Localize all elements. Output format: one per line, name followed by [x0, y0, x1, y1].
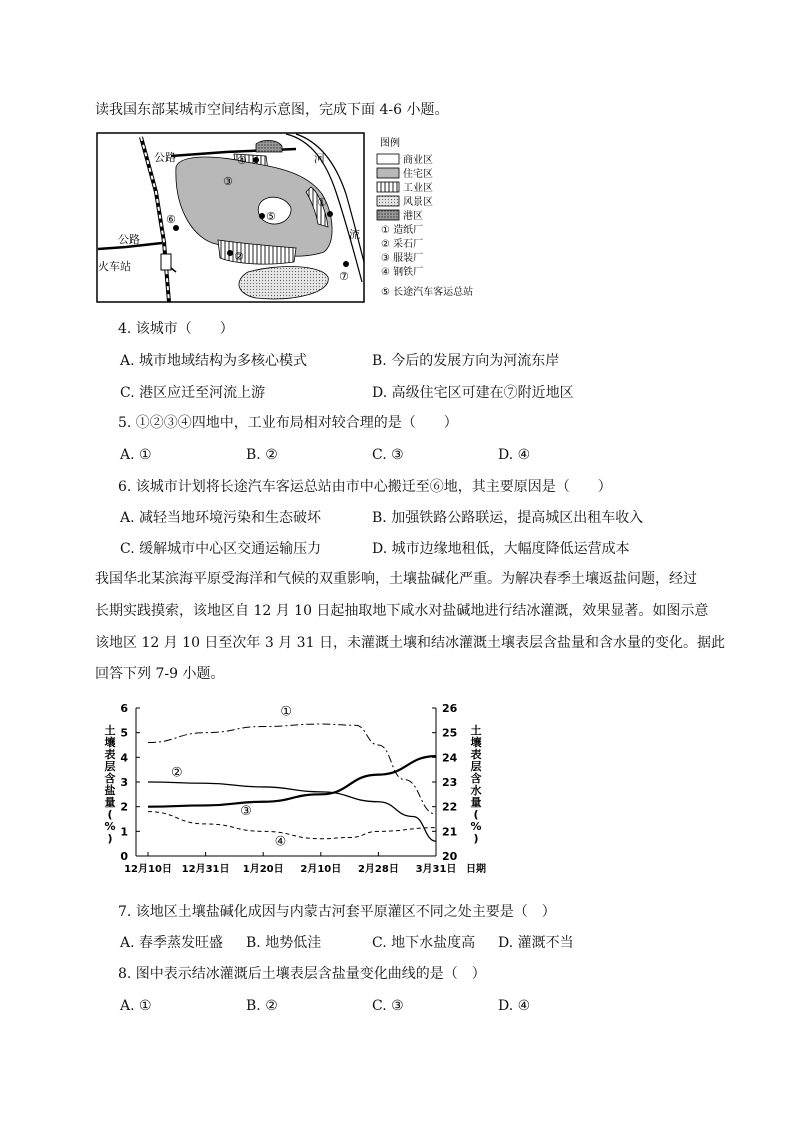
site-5-dot	[259, 213, 265, 219]
q7-option-d[interactable]: D. 灌溉不当	[498, 935, 574, 951]
y-tick-label-left: 3	[120, 776, 128, 789]
y-tick-label-left: 1	[120, 825, 128, 839]
site-1-dot	[327, 211, 333, 217]
salt-water-chart	[100, 700, 500, 880]
site-7-dot	[343, 261, 349, 267]
q5-option-b[interactable]: B. ②	[246, 447, 278, 463]
y-axis-title-right: 表	[470, 748, 482, 761]
y-axis-title-left: 盐	[104, 784, 116, 797]
x-tick-label: 2月28日	[357, 864, 399, 875]
label-road-top: 公路	[154, 151, 176, 164]
q6-option-c[interactable]: C. 缓解城市中心区交通运输压力	[120, 541, 322, 557]
y-axis-title-right: 含	[470, 772, 482, 785]
q4-stem: 4. 该城市（ ）	[118, 321, 234, 337]
y-tick-label-left: 0	[120, 850, 128, 863]
label-road-left: 公路	[118, 233, 140, 246]
label-river-2: 流	[349, 228, 360, 241]
legend-swatch-residential	[377, 168, 399, 178]
q6-option-d[interactable]: D. 城市边缘地租低，大幅度降低运营成本	[372, 541, 630, 557]
legend-industrial: 工业区	[403, 183, 433, 194]
y-axis-title-left: )	[107, 832, 113, 845]
y-axis-title-left: 含	[104, 772, 116, 785]
q8-option-c[interactable]: C. ③	[372, 998, 404, 1014]
q6-stem: 6. 该城市计划将长途汽车客运总站由市中心搬迁至⑥地，其主要原因是（ ）	[118, 479, 612, 495]
marker-3: ③	[223, 175, 233, 188]
y-tick-label-left: 6	[120, 702, 128, 715]
x-tick-label: 12月31日	[181, 864, 230, 875]
q7-option-b[interactable]: B. 地势低洼	[246, 935, 322, 951]
intro-text-2-line-4: 回答下列 7-9 小题。	[95, 666, 225, 682]
y-tick-label-left: 4	[120, 751, 128, 765]
y-axis-title-right: %	[470, 820, 482, 833]
q4-option-c[interactable]: C. 港区应迁至河流上游	[120, 385, 266, 401]
y-axis-title-right: 土	[470, 724, 482, 737]
q4-option-d[interactable]: D. 高级住宅区可建在⑦附近地区	[372, 385, 574, 401]
series-label-3: ③	[240, 803, 252, 819]
y-tick-label-left: 2	[120, 800, 128, 814]
q6-option-b[interactable]: B. 加强铁路公路联运，提高城区出租车收入	[372, 510, 644, 526]
intro-text-1: 读我国东部某城市空间结构示意图，完成下面 4-6 小题。	[95, 102, 449, 118]
site-4-dot	[253, 157, 259, 163]
marker-2: ②	[234, 250, 244, 263]
q5-option-d[interactable]: D. ④	[498, 447, 531, 463]
y-tick-label-right: 20	[442, 850, 458, 863]
legend-residential: 住宅区	[403, 169, 433, 180]
y-axis-title-right: (	[473, 808, 479, 821]
label-river-1: 河	[314, 152, 325, 165]
q5-option-c[interactable]: C. ③	[372, 447, 404, 463]
x-tick-label: 2月10日	[300, 864, 342, 875]
q4-option-a[interactable]: A. 城市地域结构为多核心模式	[120, 353, 308, 369]
marker-6: ⑥	[166, 213, 176, 226]
q8-option-a[interactable]: A. ①	[120, 998, 152, 1014]
intro-text-2-line-3: 该地区 12 月 10 日至次年 3 月 31 日，未灌溉土壤和结冰灌溉土壤表层含盐量和含水量的变化。据此	[95, 635, 725, 651]
y-axis-title-left: 壤	[104, 736, 116, 749]
legend-commercial: 商业区	[403, 155, 433, 166]
q5-option-a[interactable]: A. ①	[120, 447, 152, 463]
legend-swatch-scenic	[377, 196, 399, 206]
y-tick-label-left: 5	[120, 726, 128, 740]
y-axis-title-left: 表	[104, 748, 116, 761]
legend-item-1: ① 造纸厂	[381, 225, 424, 236]
legend-swatch-commercial	[377, 154, 399, 164]
legend-item-2: ② 采石厂	[381, 239, 424, 250]
q8-option-b[interactable]: B. ②	[246, 998, 278, 1014]
y-axis-title-right: 量	[470, 796, 482, 809]
q7-stem: 7. 该地区土壤盐碱化成因与内蒙古河套平原灌区不同之处主要是（ ）	[118, 904, 556, 920]
x-tick-label: 3月31日	[415, 864, 457, 875]
q6-option-a[interactable]: A. 减轻当地环境污染和生态破坏	[120, 510, 322, 526]
series-line-3	[148, 756, 436, 807]
series-label-1: ①	[280, 704, 293, 720]
legend-swatch-harbor	[377, 210, 399, 220]
x-tick-label: 1月20日	[242, 864, 284, 875]
y-axis-title-right: 壤	[470, 736, 482, 749]
q8-stem: 8. 图中表示结冰灌溉后土壤表层含盐量变化曲线的是（ ）	[118, 966, 486, 982]
marker-7: ⑦	[339, 270, 349, 283]
site-2-dot	[227, 250, 233, 256]
series-label-4: ④	[274, 834, 287, 850]
y-axis-title-right: 水	[470, 784, 482, 797]
series-line-1	[148, 724, 436, 814]
legend-title: 图例	[380, 138, 400, 149]
q4-option-b[interactable]: B. 今后的发展方向为河流东岸	[372, 353, 560, 369]
series-line-4	[148, 812, 436, 839]
legend-swatch-industrial	[377, 182, 399, 192]
y-axis-title-left: %	[104, 820, 116, 833]
train-station	[161, 254, 171, 270]
y-tick-label-right: 24	[442, 751, 458, 765]
q5-stem: 5. ①②③④四地中，工业布局相对较合理的是（ ）	[118, 415, 458, 431]
legend-item-4: ④ 钢铁厂	[381, 267, 424, 278]
y-axis-title-left: (	[107, 808, 113, 821]
intro-text-2-line-1: 我国华北某滨海平原受海洋和气候的双重影响，土壤盐碱化严重。为解决春季土壤返盐问题，经过	[95, 571, 697, 587]
q7-option-c[interactable]: C. 地下水盐度高	[372, 935, 476, 951]
y-tick-label-right: 21	[442, 825, 458, 839]
y-tick-label-right: 23	[442, 776, 458, 789]
label-station: 火车站	[98, 260, 131, 273]
marker-5: ⑤	[266, 210, 276, 223]
marker-4: ④	[237, 154, 247, 167]
marker-1: ①	[317, 196, 327, 209]
y-axis-title-right: 层	[470, 760, 482, 773]
legend-item-3: ③ 服装厂	[381, 253, 424, 264]
x-tick-label: 12月10日	[124, 864, 172, 875]
y-axis-title-left: 量	[104, 796, 116, 809]
city-structure-map	[96, 132, 506, 304]
intro-text-2-line-2: 长期实践摸索，该地区自 12 月 10 日起抽取地下咸水对盐碱地进行结冰灌溉，效果显著。如图示意	[95, 603, 709, 619]
q8-option-d[interactable]: D. ④	[498, 998, 531, 1014]
x-axis-trailing-label: 日期	[466, 864, 486, 875]
harbor-zone	[256, 140, 282, 152]
legend-harbor: 港区	[403, 211, 423, 222]
y-axis-title-left: 层	[104, 760, 116, 773]
y-tick-label-right: 22	[442, 800, 458, 814]
series-line-2	[148, 782, 436, 841]
series-label-2: ②	[170, 765, 183, 781]
y-tick-label-right: 26	[442, 702, 458, 715]
y-axis-title-right: )	[473, 832, 479, 845]
legend-scenic: 风景区	[403, 197, 433, 208]
y-tick-label-right: 25	[442, 726, 458, 740]
legend-item-5: ⑤ 长途汽车客运总站	[381, 287, 474, 298]
y-axis-title-left: 土	[104, 724, 116, 737]
q7-option-a[interactable]: A. 春季蒸发旺盛	[120, 935, 224, 951]
